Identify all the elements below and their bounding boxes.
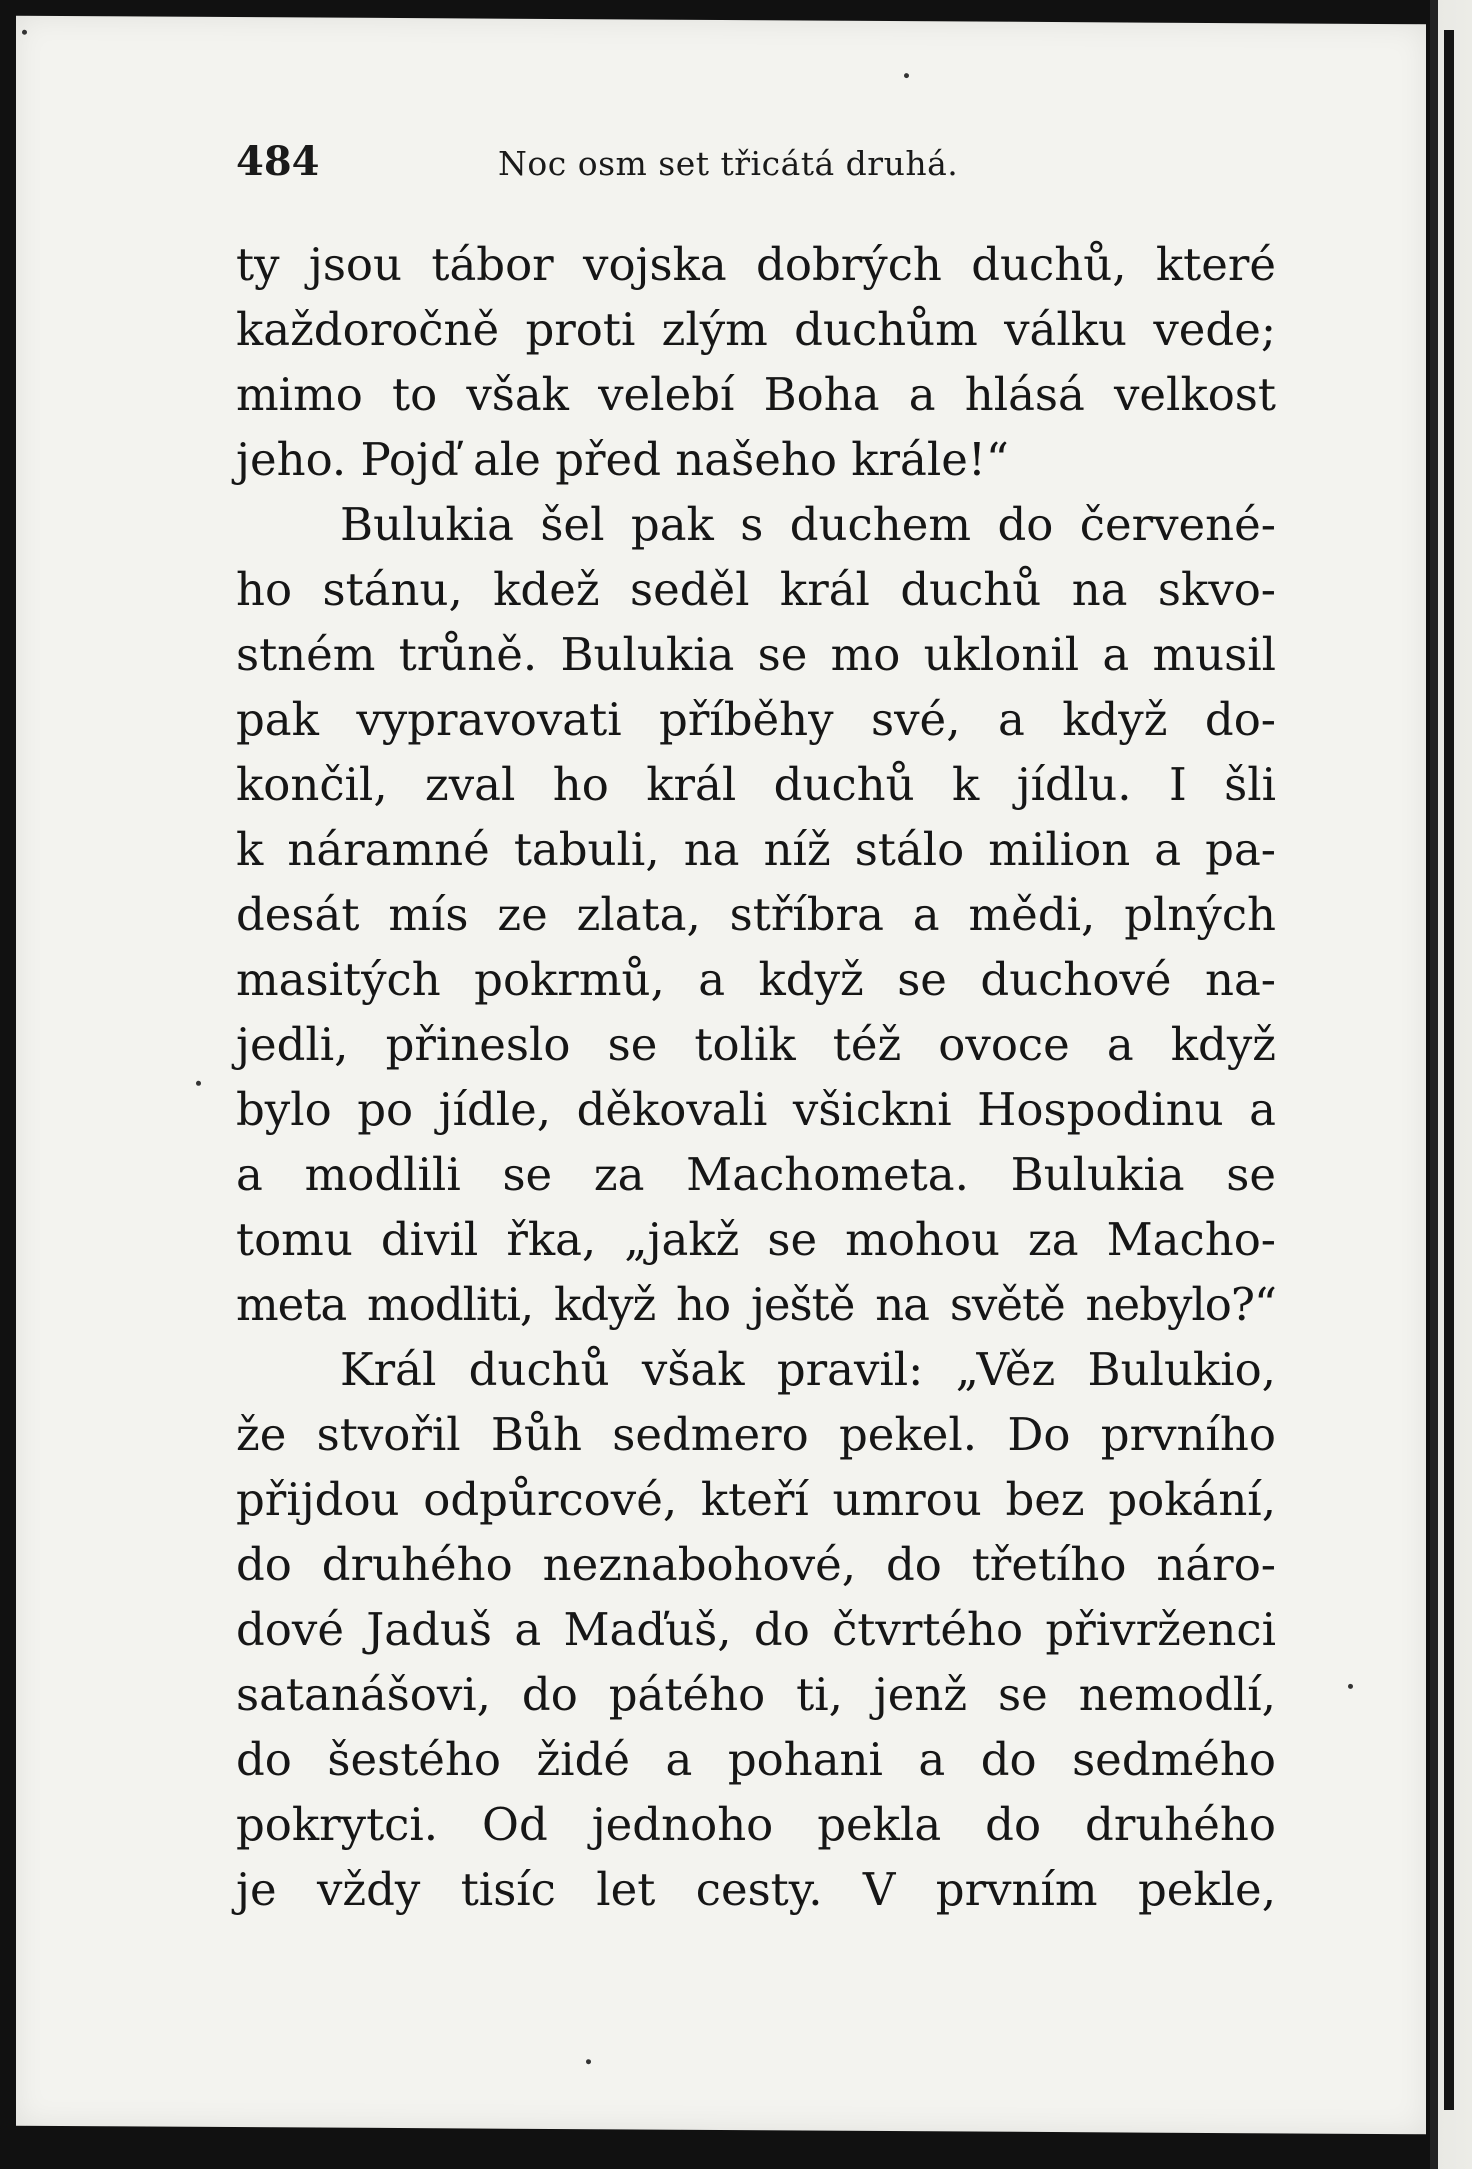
adjacent-page-edge bbox=[1430, 0, 1472, 2169]
text-line: masitých pokrmů, a když se duchové na- bbox=[236, 953, 1276, 1006]
text-line: a modlili se za Machometa. Bulukia se bbox=[236, 1148, 1276, 1201]
body-text bbox=[236, 232, 1276, 1922]
text-line: ho stánu, kdež seděl král duchů na skvo- bbox=[236, 563, 1276, 616]
text-line: ty jsou tábor vojska dobrých duchů, které bbox=[236, 238, 1276, 291]
text-line: meta modliti, když ho ještě na světě nebylo?“ bbox=[236, 1278, 1276, 1331]
text-line: končil, zval ho král duchů k jídlu. I šli bbox=[236, 758, 1276, 811]
text-line: satanášovi, do pátého ti, jenž se nemodlí, bbox=[236, 1668, 1276, 1721]
text-line: desát mís ze zlata, stříbra a mědi, plných bbox=[236, 888, 1276, 941]
text-line: stném trůně. Bulukia se mo uklonil a musil bbox=[236, 628, 1276, 681]
binding-shadow bbox=[1444, 30, 1454, 2110]
text-line: tomu divil řka, „jakž se mohou za Macho- bbox=[236, 1213, 1276, 1266]
text-line: přijdou odpůrcové, kteří umrou bez pokání, bbox=[236, 1473, 1276, 1526]
text-line: že stvořil Bůh sedmero pekel. Do prvního bbox=[236, 1408, 1276, 1461]
text-line: dové Jaduš a Maďuš, do čtvrtého přivrženci bbox=[236, 1603, 1276, 1656]
scan-speck bbox=[586, 2059, 591, 2064]
text-line: každoročně proti zlým duchům válku vede; bbox=[236, 303, 1276, 356]
page-number: 484 bbox=[236, 138, 320, 185]
scan-speck bbox=[1348, 1684, 1353, 1689]
running-title: Noc osm set třicátá druhá. bbox=[498, 144, 959, 183]
text-line: k náramné tabuli, na níž stálo milion a pa- bbox=[236, 823, 1276, 876]
text-line: pak vypravovati příběhy své, a když do- bbox=[236, 693, 1276, 746]
text-line: jedli, přineslo se tolik též ovoce a když bbox=[236, 1018, 1276, 1071]
page-header bbox=[236, 138, 1266, 198]
scan-speck bbox=[904, 73, 909, 78]
text-line: Král duchů však pravil: „Věz Bulukio, bbox=[340, 1343, 1276, 1396]
text-line: mimo to však velebí Boha a hlásá velkost bbox=[236, 368, 1276, 421]
text-line: jeho. Pojď ale před našeho krále!“ bbox=[236, 433, 1009, 486]
text-line: je vždy tisíc let cesty. V prvním pekle, bbox=[236, 1863, 1276, 1916]
text-line: do šestého židé a pohani a do sedmého bbox=[236, 1733, 1276, 1786]
scan-speck bbox=[22, 30, 27, 35]
text-line: Bulukia šel pak s duchem do červené- bbox=[340, 498, 1276, 551]
scan-speck bbox=[196, 1081, 201, 1086]
text-line: bylo po jídle, děkovali všickni Hospodinu a bbox=[236, 1083, 1276, 1136]
text-line: do druhého neznabohové, do třetího náro- bbox=[236, 1538, 1276, 1591]
text-line: pokrytci. Od jednoho pekla do druhého bbox=[236, 1798, 1276, 1851]
